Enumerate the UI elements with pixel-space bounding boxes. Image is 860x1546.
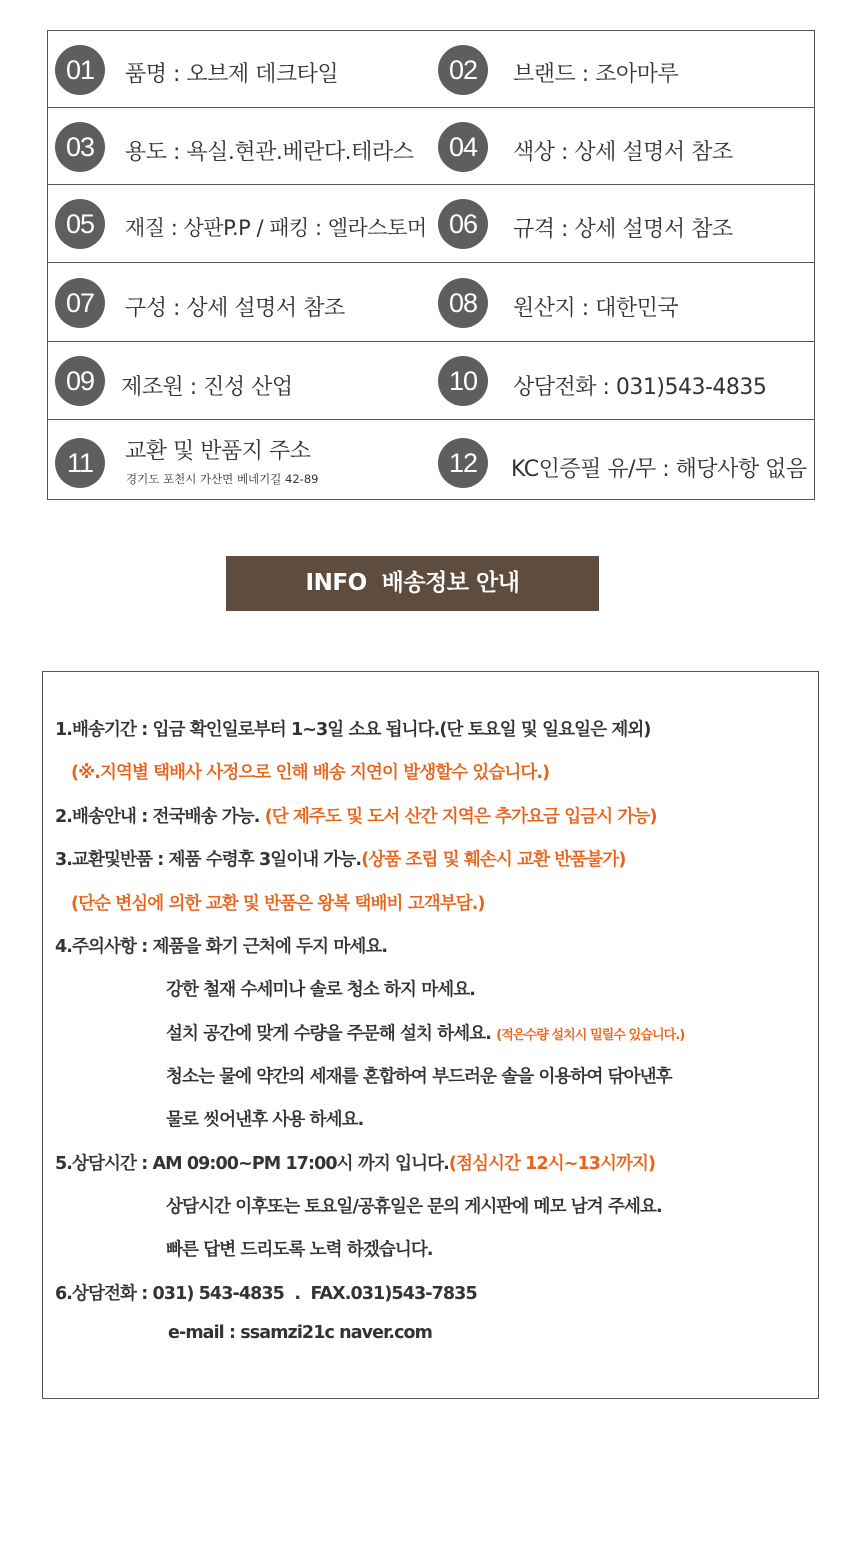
shipping-info-box: [42, 671, 819, 1399]
spec-label: 브랜드 : 조아마루: [513, 62, 679, 87]
info-notice: (적은수량 설치시 밀릴수 있습니다.): [496, 1028, 685, 1043]
info-notice: (점심시간 12시~13시까지): [448, 1154, 656, 1174]
info-line: 6.상담전화 : 031) 543-4835 . FAX.031)543-7835: [55, 1284, 477, 1304]
spec-cell: [434, 420, 814, 499]
spec-cell: [48, 420, 434, 499]
spec-row: [48, 31, 814, 108]
spec-cell: [48, 185, 434, 262]
email-line: e-mail : ssamzi21c naver.com: [168, 1323, 432, 1343]
spec-label: 품명 : 오브제 데크타일: [125, 62, 339, 87]
info-line: 상담시간 이후또는 토요일/공휴일은 문의 게시판에 메모 남겨 주세요.: [166, 1197, 662, 1217]
spec-row: [48, 108, 814, 185]
return-address: 경기도 포천시 가산면 베네기길 42-89: [126, 472, 319, 486]
number-badge: 10: [438, 356, 488, 406]
number-badge: 03: [55, 122, 105, 172]
spec-cell: [48, 263, 434, 341]
spec-row: [48, 263, 814, 342]
spec-cell: [434, 342, 814, 419]
info-line: 청소는 물에 약간의 세재를 혼합하여 부드러운 솔을 이용하여 닦아낸후: [166, 1067, 672, 1087]
spec-label: 제조원 : 진성 산업: [121, 375, 293, 400]
number-badge: 06: [438, 199, 488, 249]
number-badge: 01: [55, 45, 105, 95]
number-badge: 05: [55, 199, 105, 249]
info-line: [55, 803, 657, 828]
info-notice: (단 제주도 및 도서 산간 지역은 추가요금 입금시 가능): [264, 807, 657, 827]
info-text: 3.교환및반품 : 제품 수령후 3일이내 가능.: [55, 850, 362, 870]
spec-cell: [434, 263, 814, 341]
info-line: 물로 씻어낸후 사용 하세요.: [166, 1110, 364, 1130]
number-badge: 02: [438, 45, 488, 95]
spec-cell: [434, 31, 814, 107]
spec-label: 규격 : 상세 설명서 참조: [513, 217, 733, 242]
info-line: 강한 철재 수세미나 솔로 청소 하지 마세요.: [166, 980, 475, 1000]
spec-label: KC인증필 유/무 : 해당사항 없음: [511, 457, 807, 482]
spec-row: [48, 420, 814, 499]
info-text: 5.상담시간 : AM 09:00~PM 17:00시 까지 입니다.: [55, 1154, 449, 1174]
info-text: 설치 공간에 맞게 수량을 주문해 설치 하세요.: [166, 1024, 497, 1044]
number-badge: 12: [438, 438, 488, 488]
spec-cell: [48, 342, 434, 419]
spec-label: 구성 : 상세 설명서 참조: [125, 296, 345, 321]
spec-cell: [434, 108, 814, 184]
info-line: 1.배송기간 : 입금 확인일로부터 1~3일 소요 됩니다.(단 토요일 및 일요일은 제외): [55, 720, 651, 740]
number-badge: 09: [55, 356, 105, 406]
number-badge: 04: [438, 122, 488, 172]
spec-label: 재질 : 상판P.P / 패킹 : 엘라스토머: [125, 216, 427, 240]
info-line: [55, 846, 625, 871]
info-line-notice: (단순 변심에 의한 교환 및 반품은 왕복 택배비 고객부담.): [71, 894, 485, 914]
info-notice: (상품 조립 및 훼손시 교환 반품불가): [361, 850, 626, 870]
info-line: [55, 1150, 655, 1175]
spec-cell: [48, 108, 434, 184]
spec-row: [48, 185, 814, 263]
info-line: 4.주의사항 : 제품을 화기 근처에 두지 마세요.: [55, 937, 388, 957]
number-badge: 08: [438, 278, 488, 328]
info-text: 2.배송안내 : 전국배송 가능.: [55, 807, 265, 827]
spec-label: 교환 및 반품지 주소: [125, 439, 311, 464]
spec-label: 용도 : 욕실.현관.베란다.테라스: [125, 140, 414, 165]
info-banner: INFO 배송정보 안내: [226, 556, 599, 611]
info-line-notice: (※.지역별 택배사 사정으로 인해 배송 지연이 발생할수 있습니다.): [71, 763, 550, 783]
spec-label: 상담전화 : 031)543-4835: [513, 375, 767, 400]
spec-row: [48, 342, 814, 420]
info-line: [166, 1020, 684, 1045]
spec-label: 색상 : 상세 설명서 참조: [513, 140, 733, 165]
number-badge: 11: [55, 438, 105, 488]
spec-cell: [48, 31, 434, 107]
product-spec-table: [47, 30, 815, 500]
spec-cell: [434, 185, 814, 262]
spec-label: 원산지 : 대한민국: [513, 296, 679, 321]
info-line: 빠른 답변 드리도록 노력 하겠습니다.: [166, 1240, 433, 1260]
number-badge: 07: [55, 278, 105, 328]
